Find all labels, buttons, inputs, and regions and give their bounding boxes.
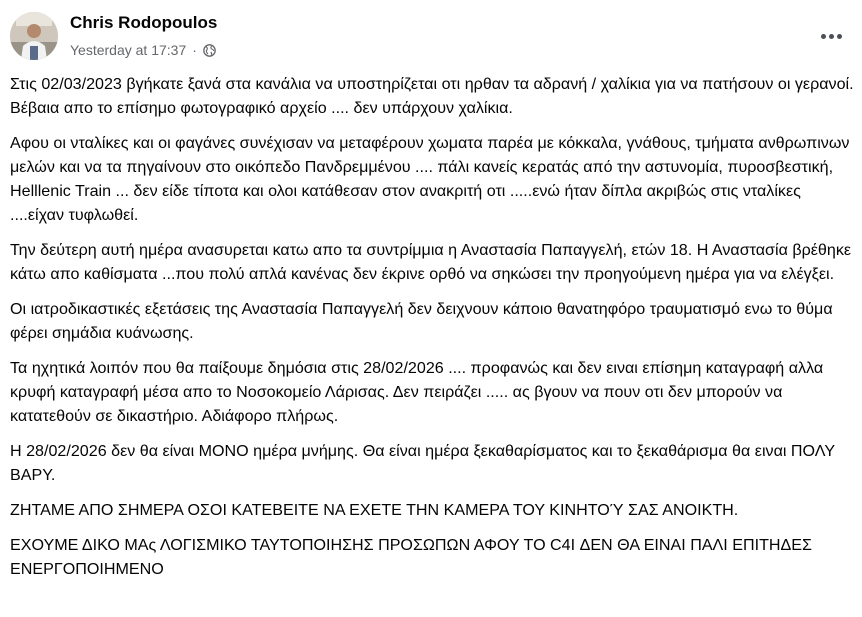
post-body (10, 72, 855, 592)
post-paragraph: Αφου οι νταλίκες και οι φαγάνες συνέχισαν να μεταφέρουν χωματα παρέα με κόκκαλα, γνάθους, τμήματα ανθρωπινων μελών και να τα πηγαίνουν στο οικόπεδο Πανδρεμμένου .... πάλι κανείς κερατάς από την αστυνομία, πυροσβεστική, Helllenic Train ... δεν είδε τίποτα και ολοι κατάθεσαν στον ανακριτή οτι .....ενώ ήταν δίπλα ακριβώς στις νταλίκες ....είχαν τυφλωθεί. (10, 134, 850, 224)
post-paragraph: ΕΧΟΥΜΕ ΔΙΚΟ ΜΑς ΛΟΓΙΣΜΙΚΟ ΤΑΥΤΟΠΟΙΗΣΗΣ ΠΡΟΣΩΠΩΝ ΑΦΟΥ ΤΟ C4I ΔΕΝ ΘΑ ΕΙΝΑΙ ΠΑΛΙ ΕΠΙΤΗΔΕΣ ΕΝΕΡΓΟΠΟΙΗΜΕΝΟ (10, 536, 812, 578)
post-paragraph: Την δεύτερη αυτή ημέρα ανασυρεται κατω απο τα συντρίμμια η Αναστασία Παπαγγελή, ετών 18. Η Αναστασία βρέθηκε κάτω απο καθίσματα ...που πολύ απλά κανένας δεν έκρινε ορθό να σηκώσει την προηγούμενη ημέρα για να ελέγξει. (10, 241, 852, 283)
meta-separator: · (192, 42, 197, 58)
more-options-button[interactable] (813, 20, 849, 52)
post-paragraph: ΖΗΤΑΜΕ ΑΠΟ ΣΗΜΕΡΑ ΟΣΟΙ ΚΑΤΕΒΕΙΤΕ ΝΑ ΕΧΕΤΕ ΤΗΝ ΚΑΜΕΡΑ ΤΟΥ ΚΙΝΗΤΟΎ ΣΑΣ ΑΝΟΙΚΤΗ. (10, 501, 739, 519)
post-paragraph: Η 28/02/2026 δεν θα είναι ΜΟΝΟ ημέρα μνήμης. Θα είναι ημέρα ξεκαθαρίσματος και το ξεκαθάρισμα θα ειναι ΠΟΛΥ ΒΑΡΥ. (10, 442, 835, 484)
post-paragraph: Στις 02/03/2023 βγήκατε ξανά στα κανάλια να υποστηρίζεται οτι ηρθαν τα αδρανή / χαλίκια για να πατήσουν οι γερανοί. Βέβαια απο το επίσημο φωτογραφικό αρχείο .... δεν υπάρχουν χαλίκια. (10, 75, 854, 117)
post-header (0, 0, 862, 70)
globe-icon[interactable] (203, 44, 216, 57)
post-paragraph: Οι ιατροδικαστικές εξετάσεις της Αναστασία Παπαγγελή δεν δειχνουν κάποιο θανατηφόρο τραυματισμό ενω το θύμα φέρει σημάδια κυάνωσης. (10, 300, 833, 342)
post-paragraph: Τα ηχητικά λοιπόν που θα παίξουμε δημόσια στις 28/02/2026 .... προφανώς και δεν ειναι επίσημη καταγραφή αλλα κρυφή καταγραφή μέσα απο το Νοσοκομείο Λάρισας. Δεν πειράζει ..... ας βγουν να πουν οτι δεν μπορούν να κατατεθούν σε δικαστήριο. Αδιάφορο πλήρως. (10, 359, 824, 425)
author-avatar[interactable] (10, 12, 58, 60)
post-timestamp[interactable]: Yesterday at 17:37 (70, 42, 187, 58)
profile-photo-icon (10, 12, 58, 60)
more-options-icon (821, 34, 842, 39)
author-name[interactable]: Chris Rodopoulos (70, 13, 218, 32)
post-meta (70, 40, 216, 60)
